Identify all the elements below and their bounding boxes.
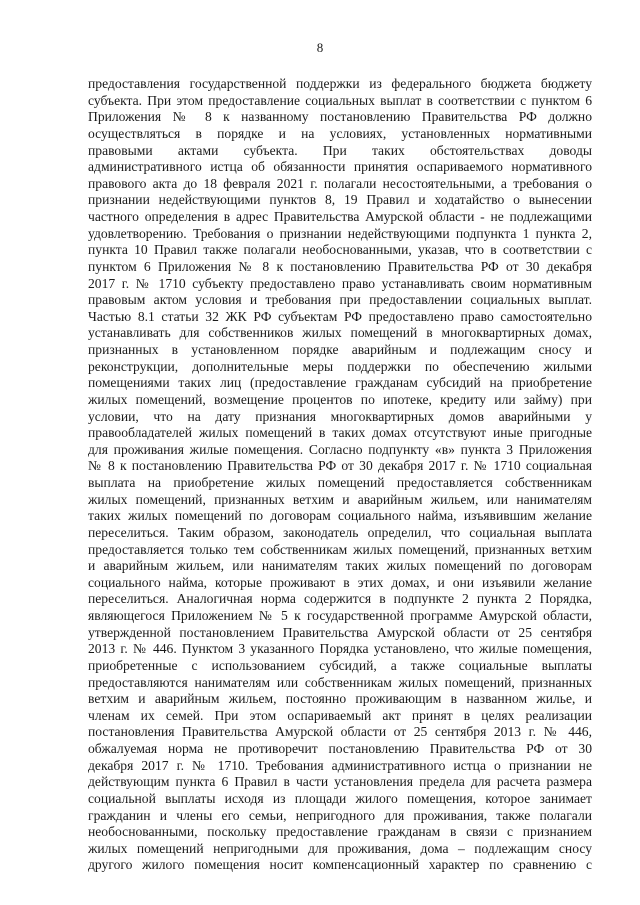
text-line: № 8 к постановлению Правительства РФ от 30 декабря 2017 г. № 1710 социальная [88,458,592,474]
text-line: правовыми актами субъекта. При таких обстоятельствах доводы [88,142,592,158]
text-line: переселиться. Аналогичная норма содержится в подпункте 2 пункта 2 Порядка, [88,591,592,607]
text-line: жилых помещений, возмещение процентов по ипотеке, кредиту или займу) при [88,391,592,407]
text-line: и аварийным жильем, или нанимателям таких жилых помещений по договорам [88,558,592,574]
text-line: предоставляются нанимателям или собственникам жилых помещений, признанных [88,674,592,690]
text-line: гражданин и члены его семьи, непригодного для проживания, также полагали [88,807,592,823]
text-line: пункта 10 Правил также полагали необоснованными, указав, что в соответствии с [88,242,592,258]
text-line: социального найма, которые проживают в этих домах, и они изъявили желание [88,574,592,590]
text-line: приобретенные с использованием субсидий, а также социальные выплаты [88,657,592,673]
text-line: утвержденной постановлением Правительства Амурской области от 25 сентября [88,624,592,640]
text-line: пунктом 6 Приложения № 8 к постановлению Правительства РФ от 30 декабря [88,258,592,274]
text-line: Частью 8.1 статьи 32 ЖК РФ субъектам РФ предоставлено право самостоятельно [88,308,592,324]
text-line: удовлетворению. Требования о признании недействующими подпункта 1 пункта 2, [88,225,592,241]
text-line: членам их семей. При этом оспариваемый акт принят в целях реализации [88,707,592,723]
text-line: для проживания жилые помещения. Согласно подпункту «в» пункта 3 Приложения [88,441,592,457]
text-line: правового акта до 18 февраля 2021 г. полагали несостоятельными, а требования о [88,175,592,191]
text-line: являющегося Приложением № 5 к государственной программе Амурской области, [88,608,592,623]
text-line: правообладателей жилых помещений в таких домах отсутствуют иные пригодные [88,425,592,441]
text-line: постановления Правительства Амурской области от 25 сентября 2013 г. № 446, [88,724,592,740]
text-line: правовым актом условия и требования при предоставлении социальных выплат. [88,292,592,308]
text-line: переселиться. Таким образом, законодатель определил, что социальная выплата [88,524,592,540]
text-line: действующим пункта 6 Правил в части установления предела для расчета размера [88,774,592,790]
text-line: предоставляется только тем собственникам жилых помещений, признанных ветхим [88,541,592,557]
text-line: ветхим и аварийным жильем, постоянно проживающим в названном жилье, и [88,691,592,707]
page-number: 8 [316,40,324,55]
text-line: жилых помещений, признанных ветхим и аварийным жильем, или нанимателям [88,491,592,507]
text-line: административного истца об обязанности принятия оспариваемого нормативного [88,159,592,175]
text-line: жилых помещений непригодными для проживания, дома – подлежащим сносу [88,840,592,856]
text-line: помещениями таких лиц (предоставление гражданам субсидий на приобретение [88,375,592,391]
text-line: осуществляться в порядке и на условиях, установленных нормативными [88,125,592,141]
text-line: 2013 г. № 446. Пунктом 3 указанного Порядка установлено, что жилые помещения, [88,641,592,657]
text-line: обжалуемая норма не противоречит постановлению Правительства РФ от 30 [88,741,592,756]
text-line: другого жилого помещения носит компенсационный характер по сравнению с [88,857,592,873]
text-line: социальной выплаты исходя из площади жилого помещения, которое занимает [88,790,592,806]
text-line: устанавливать для собственников жилых помещений в многоквартирных домах, [88,325,592,341]
text-line: признании недействующими пунктов 8, 19 Правил и ходатайство о вынесении [88,192,592,208]
text-line: предоставления государственной поддержки из федерального бюджета бюджету [88,76,592,91]
text-line: реконструкции, дополнительные меры поддержки по обеспечению жилыми [88,358,592,374]
text-line: таких жилых помещений по договорам социального найма, изъявившим желание [88,508,592,524]
body-paragraph [88,76,592,874]
text-line: условии, что на дату признания многоквартирных домов аварийными у [88,408,592,424]
text-line: необоснованными, поскольку предоставление гражданам в связи с признанием [88,824,592,840]
text-line: признанных в установленном порядке аварийным и подлежащим сносу и [88,342,592,357]
text-line: Приложения № 8 к названному постановлению Правительства РФ должно [88,109,592,125]
text-line: декабря 2017 г. № 1710. Требования административного истца о признании не [88,757,592,773]
text-line: 2017 г. № 1710 субъекту предоставлено право устанавливать своим нормативным [88,275,592,291]
text-line: частного определения в адрес Правительства Амурской области - не подлежащими [88,209,592,224]
text-line: субъекта. При этом предоставление социальных выплат в соответствии с пунктом 6 [88,92,592,108]
text-line: выплата на приобретение жилых помещений предоставляется собственникам [88,475,592,490]
